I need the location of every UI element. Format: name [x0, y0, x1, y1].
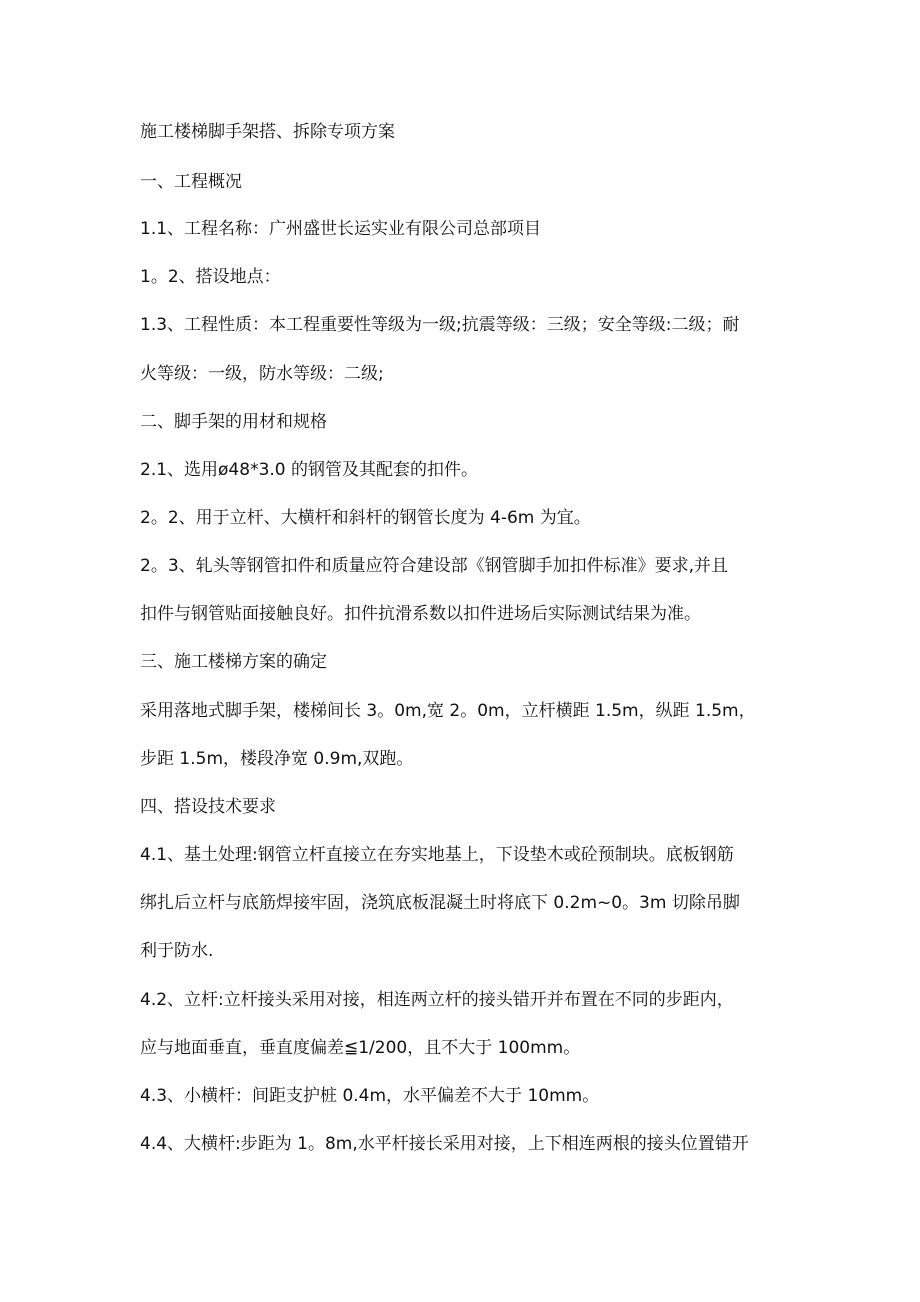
text-line: 4.3、小横杆：间距支护桩 0.4m，水平偏差不大于 10mm。 — [140, 1086, 600, 1106]
text-line: 1.3、工程性质：本工程重要性等级为一级;抗震等级：三级；安全等级:二级；耐 — [140, 315, 740, 335]
text-line: 4.1、基土处理:钢管立杆直接立在夯实地基上，下设垫木或砼预制块。底板钢筋 — [140, 845, 734, 865]
text-line: 1。2、搭设地点： — [140, 267, 281, 287]
text-line: 应与地面垂直，垂直度偏差≦1/200，且不大于 100mm。 — [140, 1038, 581, 1058]
text-line: 步距 1.5m，楼段净宽 0.9m,双跑。 — [140, 749, 414, 769]
text-line: 火等级：一级，防水等级：二级; — [140, 364, 384, 384]
text-line: 扣件与钢管贴面接触良好。扣件抗滑系数以扣件进场后实际测试结果为准。 — [140, 604, 701, 624]
section-heading-2: 二、脚手架的用材和规格 — [140, 412, 327, 432]
text-line: 2。2、用于立杆、大横杆和斜杆的钢管长度为 4-6m 为宜。 — [140, 508, 591, 528]
document-title: 施工楼梯脚手架搭、拆除专项方案 — [140, 122, 395, 142]
section-heading-1: 一、工程概况 — [140, 172, 242, 192]
section-heading-3: 三、施工楼梯方案的确定 — [140, 652, 327, 672]
text-line: 绑扎后立杆与底筋焊接牢固，浇筑底板混凝土时将底下 0.2m~0。3m 切除吊脚 — [140, 893, 740, 913]
text-line: 4.4、大横杆:步距为 1。8m,水平杆接长采用对接，上下相连两根的接头位置错开 — [140, 1134, 749, 1154]
text-line: 2。3、轧头等钢管扣件和质量应符合建设部《钢管脚手加扣件标准》要求,并且 — [140, 556, 729, 576]
text-line: 2.1、选用ø48*3.0 的钢管及其配套的扣件。 — [140, 460, 479, 480]
section-heading-4: 四、搭设技术要求 — [140, 797, 276, 817]
text-line: 采用落地式脚手架，楼梯间长 3。0m,宽 2。0m，立杆横距 1.5m，纵距 1.5m， — [140, 701, 756, 721]
text-line: 利于防水. — [140, 941, 214, 961]
text-line: 1.1、工程名称：广州盛世长运实业有限公司总部项目 — [140, 219, 542, 239]
text-line: 4.2、立杆:立杆接头采用对接，相连两立杆的接头错开并布置在不同的步距内， — [140, 990, 734, 1010]
